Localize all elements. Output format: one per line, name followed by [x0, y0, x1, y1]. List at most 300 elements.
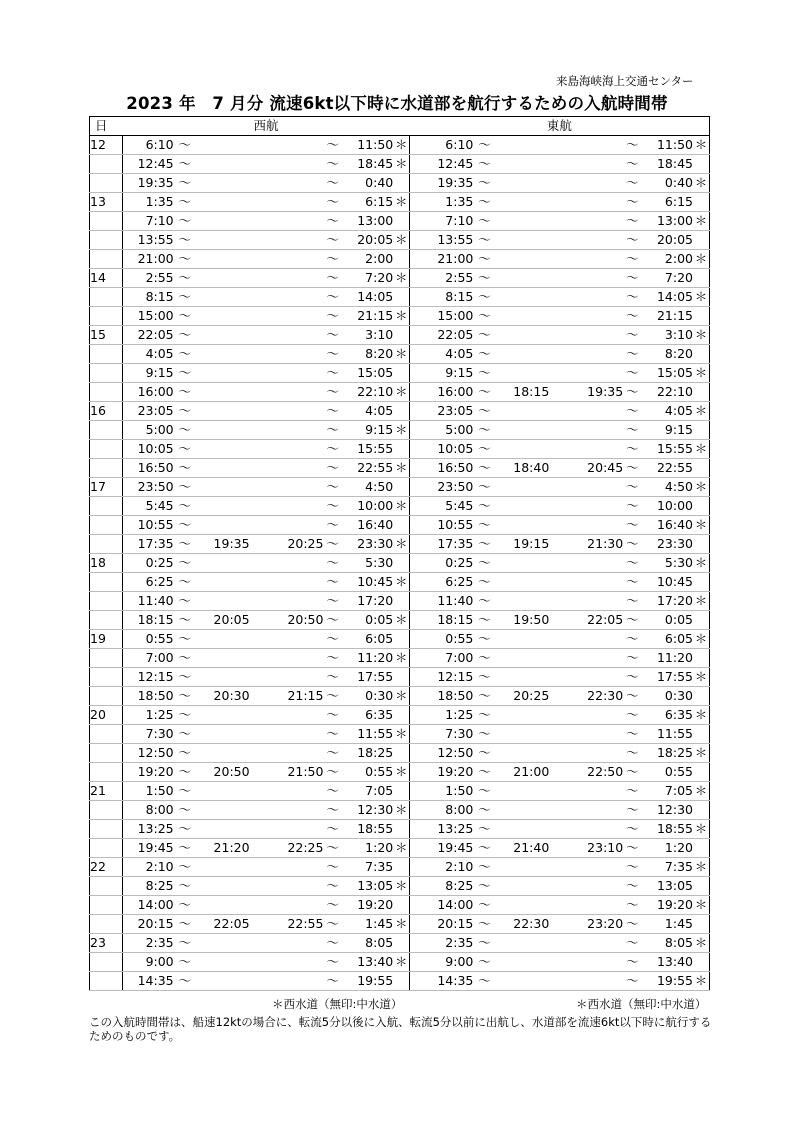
east-range-mark-end: ～ [623, 250, 641, 269]
west-start-time: 6:25 [122, 573, 173, 592]
east-end-time: 6:35 [642, 706, 693, 725]
column-separator [410, 763, 422, 782]
east-channel-mark [693, 155, 710, 174]
west-gap-end [250, 345, 324, 364]
east-end-time: 11:55 [642, 725, 693, 744]
day-cell: 22 [90, 858, 123, 877]
east-range-mark: ～ [473, 744, 496, 763]
day-cell [90, 649, 123, 668]
west-range-mark: ～ [174, 288, 197, 307]
west-channel-mark [393, 554, 410, 573]
west-channel-mark [393, 440, 410, 459]
east-gap-end [549, 858, 623, 877]
east-gap-start [496, 934, 549, 953]
west-range-mark: ～ [174, 896, 197, 915]
west-range-mark-end: ～ [323, 953, 341, 972]
east-channel-mark [693, 725, 710, 744]
table-row [90, 497, 710, 516]
east-range-mark-end: ～ [623, 896, 641, 915]
west-gap-end: 20:50 [250, 611, 324, 630]
east-end-time: 6:15 [642, 193, 693, 212]
east-gap-start [496, 421, 549, 440]
east-end-time: 13:40 [642, 953, 693, 972]
day-cell: 23 [90, 934, 123, 953]
west-end-time: 4:50 [342, 478, 393, 497]
column-separator [410, 953, 422, 972]
west-start-time: 1:25 [122, 706, 173, 725]
east-gap-end [549, 554, 623, 573]
east-range-mark: ～ [473, 402, 496, 421]
west-end-time: 1:20 [342, 839, 393, 858]
east-gap-end [549, 231, 623, 250]
east-range-mark-end: ～ [623, 440, 641, 459]
east-range-mark-end: ～ [623, 269, 641, 288]
column-separator [410, 440, 422, 459]
east-gap-end [549, 573, 623, 592]
west-start-time: 20:15 [122, 915, 173, 934]
column-separator [410, 896, 422, 915]
east-range-mark: ～ [473, 915, 496, 934]
west-gap-end: 22:25 [250, 839, 324, 858]
east-start-time: 16:00 [422, 383, 473, 402]
west-gap-start [196, 725, 249, 744]
east-range-mark-end: ～ [623, 858, 641, 877]
east-range-mark-end: ～ [623, 972, 641, 991]
west-start-time: 18:50 [122, 687, 173, 706]
west-range-mark: ～ [174, 934, 197, 953]
west-range-mark: ～ [174, 421, 197, 440]
west-gap-end [250, 668, 324, 687]
east-end-time: 0:30 [642, 687, 693, 706]
west-gap-start [196, 364, 249, 383]
day-cell [90, 421, 123, 440]
east-range-mark-end: ～ [623, 212, 641, 231]
west-start-time: 14:00 [122, 896, 173, 915]
east-channel-mark [693, 497, 710, 516]
east-gap-start [496, 573, 549, 592]
table-row [90, 801, 710, 820]
west-gap-end [250, 554, 324, 573]
east-range-mark: ～ [473, 440, 496, 459]
east-range-mark: ～ [473, 649, 496, 668]
east-range-mark: ～ [473, 516, 496, 535]
west-gap-end [250, 896, 324, 915]
west-gap-end [250, 212, 324, 231]
east-gap-start [496, 725, 549, 744]
east-channel-mark: ＊ [693, 364, 710, 383]
west-gap-start [196, 820, 249, 839]
east-gap-end [549, 174, 623, 193]
west-start-time: 5:00 [122, 421, 173, 440]
day-cell [90, 877, 123, 896]
east-range-mark: ～ [473, 288, 496, 307]
east-gap-end [549, 744, 623, 763]
east-start-time: 18:15 [422, 611, 473, 630]
east-range-mark: ～ [473, 687, 496, 706]
west-range-mark: ～ [174, 782, 197, 801]
table-row [90, 402, 710, 421]
east-range-mark: ～ [473, 573, 496, 592]
east-range-mark: ～ [473, 364, 496, 383]
east-end-time: 3:10 [642, 326, 693, 345]
day-cell [90, 383, 123, 402]
east-end-time: 6:05 [642, 630, 693, 649]
east-start-time: 5:00 [422, 421, 473, 440]
east-gap-start [496, 497, 549, 516]
east-end-time: 4:05 [642, 402, 693, 421]
west-channel-mark [393, 288, 410, 307]
west-start-time: 12:15 [122, 668, 173, 687]
west-gap-end [250, 402, 324, 421]
east-channel-mark: ＊ [693, 136, 710, 155]
east-end-time: 7:35 [642, 858, 693, 877]
table-row [90, 649, 710, 668]
west-end-time: 21:15 [342, 307, 393, 326]
day-cell [90, 725, 123, 744]
east-gap-start: 22:30 [496, 915, 549, 934]
east-start-time: 12:50 [422, 744, 473, 763]
east-gap-end [549, 288, 623, 307]
east-start-time: 14:00 [422, 896, 473, 915]
west-range-mark-end: ～ [323, 155, 341, 174]
west-range-mark: ～ [174, 915, 197, 934]
west-end-time: 0:30 [342, 687, 393, 706]
west-gap-end [250, 269, 324, 288]
column-separator [410, 858, 422, 877]
west-range-mark: ～ [174, 573, 197, 592]
east-gap-start [496, 706, 549, 725]
west-gap-start [196, 801, 249, 820]
column-separator [410, 478, 422, 497]
west-end-time: 20:05 [342, 231, 393, 250]
west-end-time: 6:05 [342, 630, 393, 649]
west-gap-end [250, 307, 324, 326]
west-start-time: 16:50 [122, 459, 173, 478]
east-end-time: 15:05 [642, 364, 693, 383]
east-range-mark-end: ～ [623, 573, 641, 592]
east-gap-start: 20:25 [496, 687, 549, 706]
east-range-mark: ～ [473, 383, 496, 402]
east-gap-start [496, 136, 549, 155]
east-gap-end [549, 193, 623, 212]
table-row [90, 725, 710, 744]
west-channel-mark [393, 782, 410, 801]
day-cell [90, 801, 123, 820]
west-range-mark-end: ～ [323, 212, 341, 231]
east-range-mark-end: ～ [623, 288, 641, 307]
table-row [90, 839, 710, 858]
west-channel-mark [393, 668, 410, 687]
east-gap-start [496, 440, 549, 459]
east-start-time: 7:30 [422, 725, 473, 744]
west-range-mark-end: ～ [323, 497, 341, 516]
east-channel-mark: ＊ [693, 896, 710, 915]
table-row [90, 364, 710, 383]
east-range-mark: ～ [473, 858, 496, 877]
east-range-mark-end: ～ [623, 953, 641, 972]
west-gap-end [250, 383, 324, 402]
west-end-time: 13:40 [342, 953, 393, 972]
east-channel-mark: ＊ [693, 212, 710, 231]
west-channel-mark: ＊ [393, 687, 410, 706]
east-channel-mark [693, 611, 710, 630]
west-channel-mark: ＊ [393, 231, 410, 250]
day-cell [90, 839, 123, 858]
west-range-mark: ～ [174, 820, 197, 839]
east-gap-end [549, 497, 623, 516]
west-start-time: 10:55 [122, 516, 173, 535]
west-range-mark-end: ～ [323, 820, 341, 839]
east-gap-start: 19:50 [496, 611, 549, 630]
east-end-time: 2:00 [642, 250, 693, 269]
west-end-time: 0:05 [342, 611, 393, 630]
west-range-mark-end: ～ [323, 611, 341, 630]
west-end-time: 16:40 [342, 516, 393, 535]
east-end-time: 5:30 [642, 554, 693, 573]
east-gap-start [496, 345, 549, 364]
west-channel-mark [393, 630, 410, 649]
west-range-mark: ～ [174, 193, 197, 212]
table-row [90, 478, 710, 497]
column-separator [410, 934, 422, 953]
table-row [90, 896, 710, 915]
west-channel-mark: ＊ [393, 459, 410, 478]
west-gap-start [196, 877, 249, 896]
west-gap-end [250, 820, 324, 839]
east-range-mark: ～ [473, 801, 496, 820]
west-range-mark: ～ [174, 630, 197, 649]
east-range-mark: ～ [473, 174, 496, 193]
west-range-mark: ～ [174, 649, 197, 668]
column-separator [410, 383, 422, 402]
west-end-time: 22:55 [342, 459, 393, 478]
west-start-time: 8:25 [122, 877, 173, 896]
west-range-mark-end: ～ [323, 839, 341, 858]
west-start-time: 0:25 [122, 554, 173, 573]
header-day: 日 [90, 117, 123, 136]
west-gap-start [196, 592, 249, 611]
east-gap-start [496, 820, 549, 839]
west-gap-start [196, 269, 249, 288]
west-gap-start [196, 174, 249, 193]
day-cell [90, 687, 123, 706]
day-cell [90, 212, 123, 231]
west-channel-mark [393, 744, 410, 763]
west-range-mark: ～ [174, 725, 197, 744]
day-cell [90, 820, 123, 839]
west-gap-end [250, 326, 324, 345]
east-start-time: 6:10 [422, 136, 473, 155]
table-row [90, 972, 710, 991]
west-end-time: 11:20 [342, 649, 393, 668]
west-channel-mark [393, 858, 410, 877]
footnote: この入航時間帯は、船速12ktの場合に、転流5分以後に入航、転流5分以前に出航し、水道部を流速6kt以下時に航行するためのものです。 [89, 1015, 712, 1043]
west-range-mark: ～ [174, 972, 197, 991]
west-end-time: 23:30 [342, 535, 393, 554]
east-range-mark-end: ～ [623, 554, 641, 573]
west-channel-mark: ＊ [393, 345, 410, 364]
east-range-mark: ～ [473, 478, 496, 497]
east-end-time: 8:05 [642, 934, 693, 953]
column-separator [410, 136, 422, 155]
east-range-mark: ～ [473, 763, 496, 782]
east-end-time: 18:45 [642, 155, 693, 174]
header-east: 東航 [410, 117, 710, 136]
east-channel-mark: ＊ [693, 250, 710, 269]
east-gap-end [549, 440, 623, 459]
west-range-mark: ～ [174, 269, 197, 288]
west-start-time: 2:35 [122, 934, 173, 953]
west-channel-mark: ＊ [393, 915, 410, 934]
east-end-time: 0:40 [642, 174, 693, 193]
west-range-mark-end: ～ [323, 782, 341, 801]
west-gap-end [250, 440, 324, 459]
west-range-mark-end: ～ [323, 972, 341, 991]
west-range-mark: ～ [174, 212, 197, 231]
west-range-mark: ～ [174, 136, 197, 155]
east-range-mark: ～ [473, 535, 496, 554]
west-range-mark: ～ [174, 953, 197, 972]
table-row [90, 250, 710, 269]
east-start-time: 12:45 [422, 155, 473, 174]
west-gap-start: 20:30 [196, 687, 249, 706]
east-channel-mark [693, 953, 710, 972]
east-gap-start: 18:15 [496, 383, 549, 402]
day-cell: 17 [90, 478, 123, 497]
east-start-time: 2:10 [422, 858, 473, 877]
east-gap-end [549, 364, 623, 383]
day-cell [90, 497, 123, 516]
west-start-time: 19:35 [122, 174, 173, 193]
east-start-time: 19:45 [422, 839, 473, 858]
east-channel-mark [693, 193, 710, 212]
table-row [90, 763, 710, 782]
west-gap-start [196, 497, 249, 516]
east-start-time: 19:20 [422, 763, 473, 782]
west-end-time: 15:05 [342, 364, 393, 383]
header-row [90, 117, 710, 136]
east-channel-mark [693, 535, 710, 554]
west-gap-end [250, 592, 324, 611]
east-range-mark: ～ [473, 592, 496, 611]
east-channel-mark [693, 459, 710, 478]
west-gap-end [250, 174, 324, 193]
west-gap-end [250, 649, 324, 668]
column-separator [410, 649, 422, 668]
east-end-time: 10:00 [642, 497, 693, 516]
east-range-mark: ～ [473, 554, 496, 573]
east-gap-start [496, 250, 549, 269]
day-cell: 19 [90, 630, 123, 649]
east-start-time: 14:35 [422, 972, 473, 991]
west-channel-mark: ＊ [393, 649, 410, 668]
west-range-mark-end: ～ [323, 402, 341, 421]
east-end-time: 17:55 [642, 668, 693, 687]
east-start-time: 10:05 [422, 440, 473, 459]
east-channel-mark: ＊ [693, 706, 710, 725]
east-channel-mark: ＊ [693, 782, 710, 801]
table-row [90, 554, 710, 573]
west-start-time: 7:00 [122, 649, 173, 668]
west-end-time: 6:35 [342, 706, 393, 725]
east-gap-start: 21:40 [496, 839, 549, 858]
east-gap-end [549, 516, 623, 535]
west-end-time: 7:20 [342, 269, 393, 288]
west-channel-mark [393, 820, 410, 839]
west-gap-start [196, 155, 249, 174]
east-end-time: 22:55 [642, 459, 693, 478]
east-start-time: 0:55 [422, 630, 473, 649]
east-gap-end [549, 212, 623, 231]
west-gap-start [196, 288, 249, 307]
west-end-time: 1:45 [342, 915, 393, 934]
west-gap-end: 21:15 [250, 687, 324, 706]
east-channel-mark: ＊ [693, 174, 710, 193]
west-start-time: 19:20 [122, 763, 173, 782]
east-end-time: 7:20 [642, 269, 693, 288]
column-separator [410, 972, 422, 991]
east-channel-mark: ＊ [693, 478, 710, 497]
east-gap-start [496, 592, 549, 611]
west-start-time: 8:15 [122, 288, 173, 307]
west-range-mark-end: ～ [323, 440, 341, 459]
east-end-time: 13:00 [642, 212, 693, 231]
west-end-time: 7:05 [342, 782, 393, 801]
west-channel-mark: ＊ [393, 307, 410, 326]
west-start-time: 23:05 [122, 402, 173, 421]
east-gap-start [496, 953, 549, 972]
west-channel-mark [393, 250, 410, 269]
east-range-mark-end: ～ [623, 535, 641, 554]
east-channel-mark [693, 915, 710, 934]
west-start-time: 5:45 [122, 497, 173, 516]
day-cell: 20 [90, 706, 123, 725]
east-range-mark: ～ [473, 877, 496, 896]
east-channel-mark: ＊ [693, 668, 710, 687]
east-start-time: 9:15 [422, 364, 473, 383]
east-start-time: 22:05 [422, 326, 473, 345]
day-cell [90, 953, 123, 972]
west-end-time: 17:20 [342, 592, 393, 611]
east-end-time: 21:15 [642, 307, 693, 326]
west-gap-end [250, 155, 324, 174]
west-gap-end [250, 231, 324, 250]
east-gap-start [496, 288, 549, 307]
east-range-mark-end: ～ [623, 231, 641, 250]
west-gap-end: 21:50 [250, 763, 324, 782]
table-row [90, 744, 710, 763]
east-start-time: 16:50 [422, 459, 473, 478]
west-channel-mark: ＊ [393, 497, 410, 516]
west-range-mark: ～ [174, 554, 197, 573]
east-channel-mark: ＊ [693, 820, 710, 839]
west-start-time: 14:35 [122, 972, 173, 991]
west-gap-end [250, 573, 324, 592]
west-range-mark-end: ～ [323, 136, 341, 155]
west-gap-start [196, 421, 249, 440]
column-separator [410, 725, 422, 744]
west-gap-end [250, 497, 324, 516]
east-end-time: 22:10 [642, 383, 693, 402]
west-start-time: 10:05 [122, 440, 173, 459]
east-channel-mark [693, 649, 710, 668]
west-start-time: 15:00 [122, 307, 173, 326]
east-channel-mark: ＊ [693, 288, 710, 307]
day-cell [90, 535, 123, 554]
east-end-time: 10:45 [642, 573, 693, 592]
west-start-time: 4:05 [122, 345, 173, 364]
east-start-time: 7:00 [422, 649, 473, 668]
